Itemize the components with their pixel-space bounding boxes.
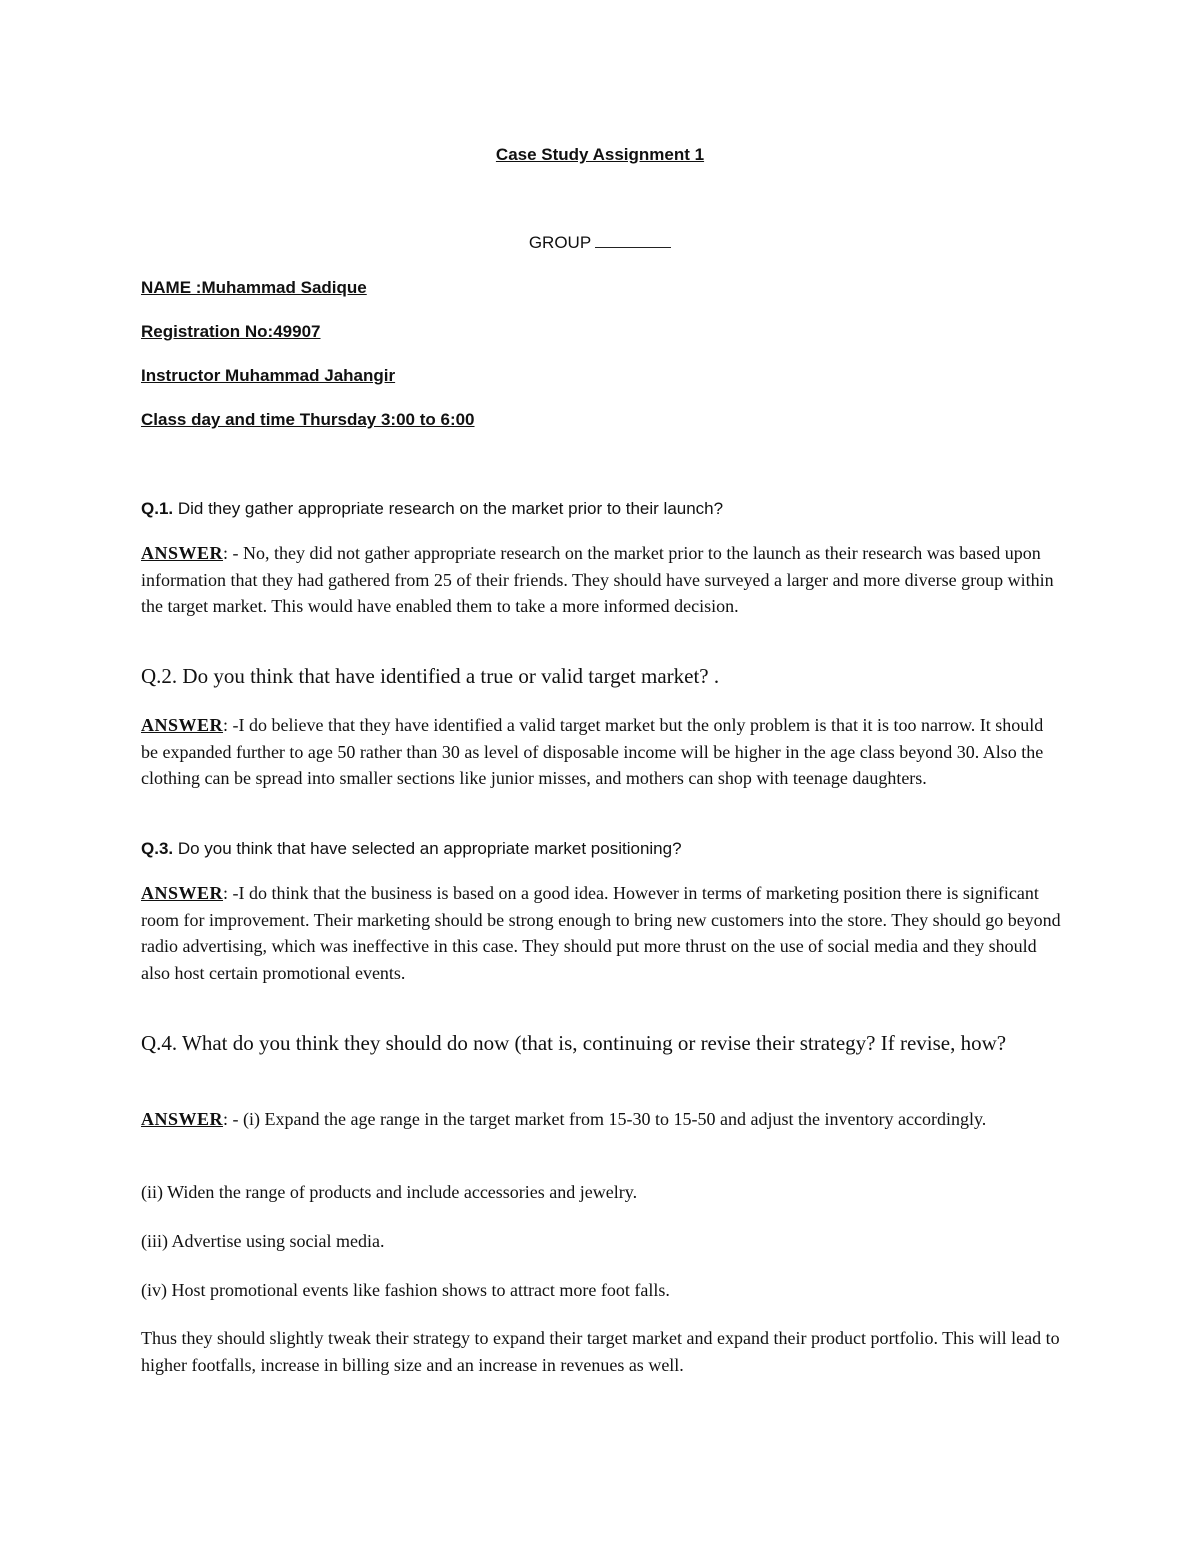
group-label: GROUP (528, 233, 592, 252)
question-2: Q.2. Do you think that have identified a true or valid target market? . (141, 664, 720, 688)
answer-1-text: : - No, they did not gather appropriate research on the market prior to the launch as their research was based upon information that they had gathered from 25 of their friends. They should have surveyed a larger and more diverse group within the target market. This would have enabled them to take a more informed decision. (141, 543, 1054, 616)
question-3-text: Do you think that have selected an appropriate market positioning? (173, 839, 682, 858)
instructor-name: Instructor Muhammad Jahangir (141, 366, 396, 385)
group-line (0, 233, 1200, 253)
answer-4-point-3: (iii) Advertise using social media. (141, 1231, 385, 1251)
group-blank (595, 233, 671, 248)
question-1-text: Did they gather appropriate research on the market prior to their launch? (173, 499, 724, 518)
question-1-number: Q.1. (141, 499, 174, 518)
answer-4-point-2: (ii) Widen the range of products and include accessories and jewelry. (141, 1182, 638, 1202)
answer-3-text: : -I do think that the business is based on a good idea. However in terms of marketing position there is significant room for improvement. Their marketing should be strong enough to bring new customers into the store. They should go beyond radio advertising, which was ineffective in this case. They should put more thrust on the use of social media and they should also host certain promotional events. (141, 883, 1061, 983)
registration-number: Registration No:49907 (141, 322, 321, 341)
document-title: Case Study Assignment 1 (495, 145, 705, 164)
class-day-time: Class day and time Thursday 3:00 to 6:00 (141, 410, 475, 429)
answer-2 (141, 712, 1061, 792)
student-name: NAME :Muhammad Sadique (141, 278, 367, 297)
question-3-number: Q.3. (141, 839, 174, 858)
answer-label: ANSWER (141, 715, 224, 735)
answer-4-point-4: (iv) Host promotional events like fashion shows to attract more foot falls. (141, 1280, 670, 1300)
answer-4-text: : - (i) Expand the age range in the target market from 15-30 to 15-50 and adjust the inventory accordingly. (223, 1109, 987, 1129)
answer-label: ANSWER (141, 1109, 224, 1129)
conclusion-paragraph: Thus they should slightly tweak their strategy to expand their target market and expand their product portfolio. This will lead to higher footfalls, increase in billing size and an increase in revenues as well. (141, 1328, 1060, 1375)
answer-label: ANSWER (141, 883, 224, 903)
answer-2-text: : -I do believe that they have identified a valid target market but the only problem is that it is too narrow. It should be expanded further to age 50 rather than 30 as level of disposable income will be higher in the age class beyond 30. Also the clothing can be spread into smaller sections like junior misses, and mothers can shop with teenage daughters. (141, 715, 1044, 788)
answer-4 (141, 1106, 1061, 1133)
answer-1 (141, 540, 1061, 620)
answer-label: ANSWER (141, 543, 224, 563)
answer-3 (141, 880, 1061, 986)
question-1 (141, 499, 723, 519)
question-4: Q.4. What do you think they should do now (that is, continuing or revise their strategy? If revise, how? (141, 1031, 1007, 1055)
question-3 (141, 839, 682, 859)
